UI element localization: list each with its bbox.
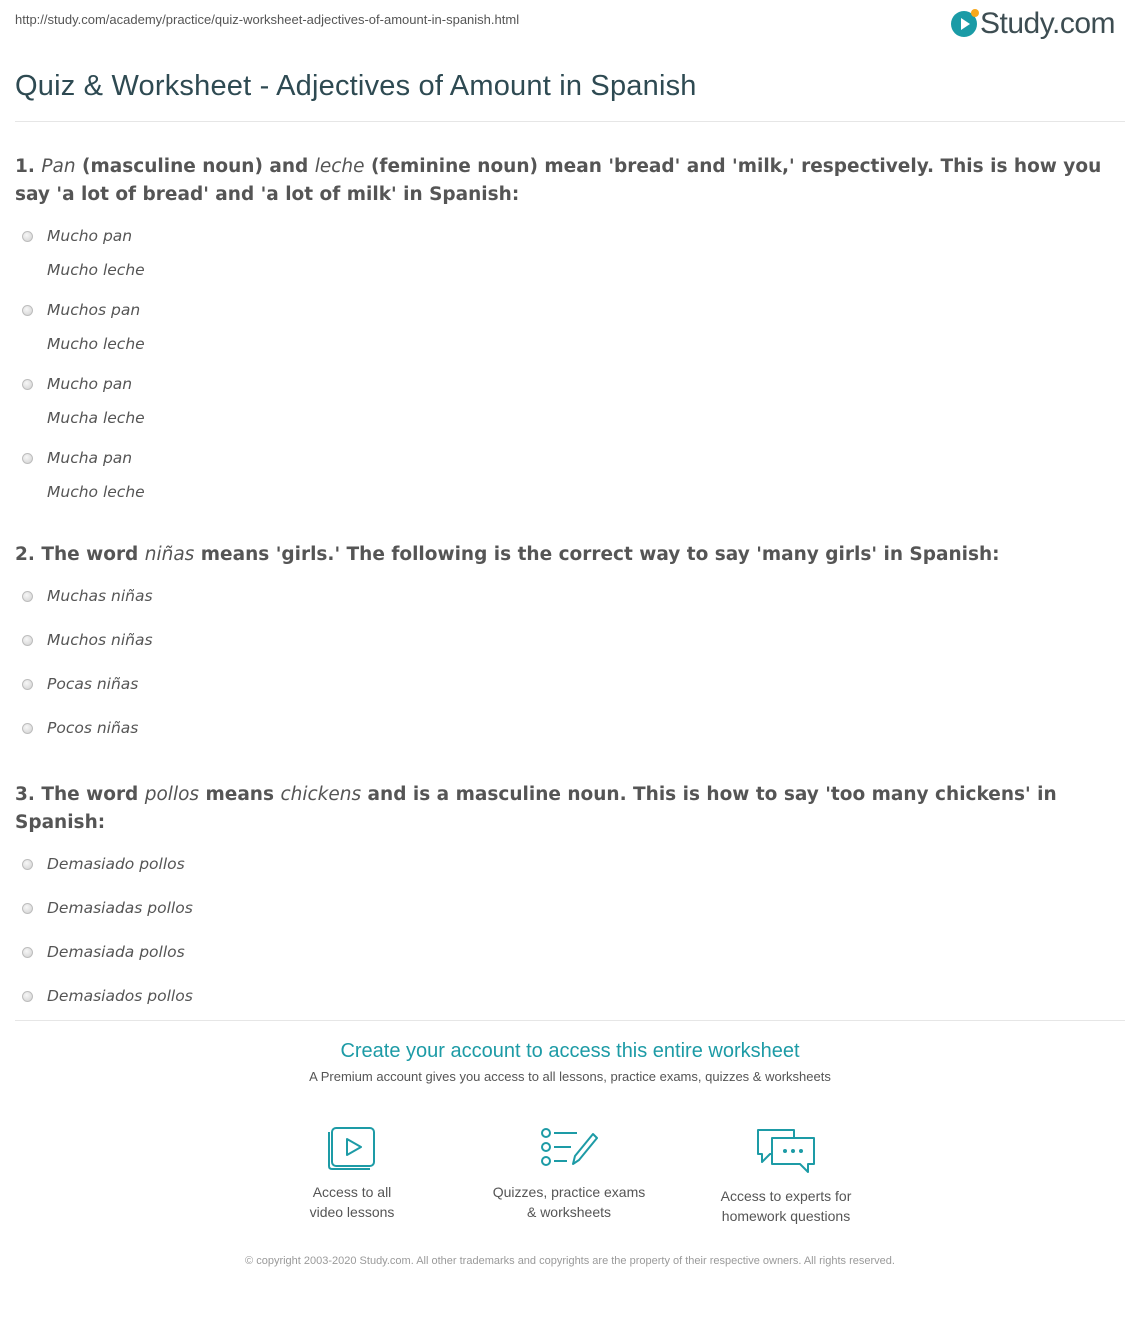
answer-option[interactable] <box>15 717 1125 761</box>
answer-options <box>15 225 1125 521</box>
study-logo[interactable] <box>951 6 1115 42</box>
radio-button[interactable] <box>22 859 33 870</box>
cta-title-link[interactable]: Create your account to access this entire worksheet <box>340 1040 800 1062</box>
radio-button[interactable] <box>22 379 33 390</box>
page-url[interactable]: http://study.com/academy/practice/quiz-worksheet-adjectives-of-amount-in-spanish.html <box>15 12 520 27</box>
page-title: Quiz & Worksheet - Adjectives of Amount in Spanish <box>15 70 697 102</box>
radio-button[interactable] <box>22 591 33 602</box>
question-text <box>15 781 1125 837</box>
question-term: leche <box>314 156 365 177</box>
question-segment: means 'girls.' The following is the correct way to say 'many girls' in Spanish: <box>194 544 1000 565</box>
question-term: niñas <box>144 544 195 565</box>
answer-options <box>15 585 1125 761</box>
answer-option-label: Mucha pan <box>47 449 133 467</box>
question-segment: means <box>199 784 281 805</box>
question-number: 2. <box>15 544 35 565</box>
study-logo-text: Study.com <box>980 7 1115 40</box>
answer-option-label: Mucho leche <box>47 483 145 501</box>
question-segment: (masculine noun) and <box>75 156 315 177</box>
feature-video-line1: Access to all <box>312 1184 392 1200</box>
feature-video-lessons <box>252 1126 452 1222</box>
question-segment: The word <box>41 544 145 565</box>
radio-button[interactable] <box>22 991 33 1002</box>
copyright-text: © copyright 2003-2020 Study.com. All other trademarks and copyrights are the property of their respective owners. All rights reserved. <box>245 1255 895 1267</box>
answer-option[interactable] <box>15 585 1125 629</box>
answer-option[interactable] <box>15 447 1125 521</box>
feature-quizzes-line2: & worksheets <box>526 1204 612 1220</box>
feature-experts <box>686 1126 886 1226</box>
feature-experts-line1: Access to experts for <box>720 1188 852 1204</box>
quiz-checklist-icon <box>539 1126 599 1170</box>
answer-option-label: Muchas niñas <box>47 587 153 605</box>
question-term: Pan <box>41 156 76 177</box>
radio-button[interactable] <box>22 723 33 734</box>
answer-option-label: Mucha leche <box>47 409 145 427</box>
title-divider <box>15 121 1125 122</box>
radio-button[interactable] <box>22 679 33 690</box>
answer-option-label: Demasiados pollos <box>47 987 193 1005</box>
chat-bubbles-icon <box>754 1126 818 1174</box>
answer-option-label: Pocas niñas <box>47 675 139 693</box>
top-bar <box>15 0 1125 50</box>
question-text <box>15 541 1125 569</box>
answer-option-label: Mucho leche <box>47 261 145 279</box>
cta-divider <box>15 1020 1125 1021</box>
answer-option[interactable] <box>15 673 1125 717</box>
cta-subtitle: A Premium account gives you access to all lessons, practice exams, quizzes & worksheets <box>309 1069 831 1084</box>
answer-option-label: Mucho pan <box>47 375 133 393</box>
question-term: chickens <box>280 784 362 805</box>
answer-option-label: Muchos pan <box>47 301 141 319</box>
radio-button[interactable] <box>22 947 33 958</box>
answer-option[interactable] <box>15 853 1125 897</box>
answer-option-label: Mucho pan <box>47 227 133 245</box>
feature-video-line2: video lessons <box>309 1204 395 1220</box>
question-term: pollos <box>144 784 200 805</box>
question-2 <box>15 541 1125 761</box>
feature-quizzes <box>469 1126 669 1222</box>
answer-option[interactable] <box>15 985 1125 1029</box>
answer-option[interactable] <box>15 225 1125 299</box>
question-segment: The word <box>41 784 145 805</box>
answer-option-label: Demasiadas pollos <box>47 899 193 917</box>
radio-button[interactable] <box>22 305 33 316</box>
signup-cta <box>0 1040 1140 1084</box>
question-3 <box>15 781 1125 1029</box>
study-logo-icon <box>951 11 977 37</box>
video-lesson-icon <box>326 1126 378 1170</box>
question-segment: and is a masculine noun. This is how to say 'too many chickens' in Spanish: <box>15 784 1057 833</box>
answer-option-label: Demasiado pollos <box>47 855 185 873</box>
radio-button[interactable] <box>22 635 33 646</box>
radio-button[interactable] <box>22 453 33 464</box>
answer-option-label: Demasiada pollos <box>47 943 185 961</box>
radio-button[interactable] <box>22 231 33 242</box>
answer-options <box>15 853 1125 1029</box>
question-number: 1. <box>15 156 35 177</box>
answer-option-label: Mucho leche <box>47 335 145 353</box>
answer-option[interactable] <box>15 897 1125 941</box>
question-1 <box>15 153 1125 521</box>
radio-button[interactable] <box>22 903 33 914</box>
feature-experts-line2: homework questions <box>721 1208 851 1224</box>
answer-option[interactable] <box>15 629 1125 673</box>
question-segment: (feminine noun) mean 'bread' and 'milk,' respectively. This is how you say 'a lot of bread' and 'a lot of milk' in Spanish: <box>15 156 1102 205</box>
question-number: 3. <box>15 784 35 805</box>
answer-option-label: Muchos niñas <box>47 631 153 649</box>
question-text <box>15 153 1125 209</box>
feature-quizzes-line1: Quizzes, practice exams <box>492 1184 646 1200</box>
answer-option-label: Pocos niñas <box>47 719 139 737</box>
answer-option[interactable] <box>15 941 1125 985</box>
answer-option[interactable] <box>15 373 1125 447</box>
answer-option[interactable] <box>15 299 1125 373</box>
